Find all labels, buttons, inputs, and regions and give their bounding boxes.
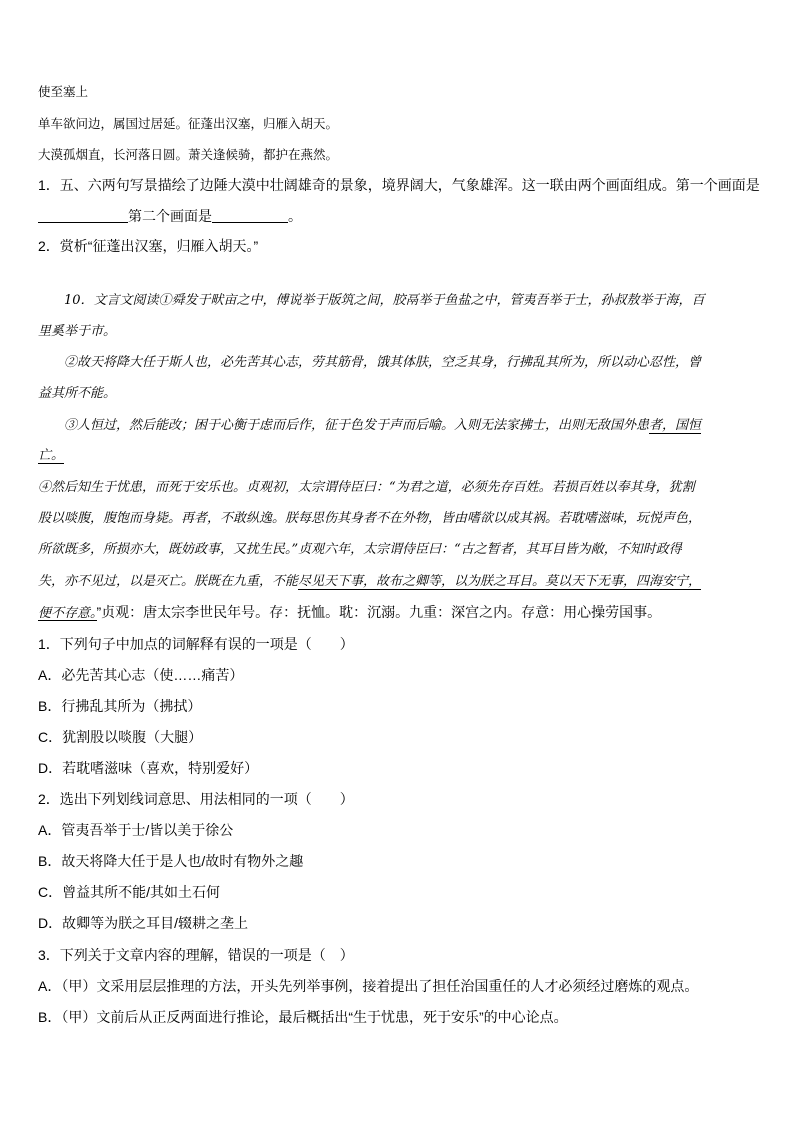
para-3-text: ③人恒过，然后能改；困于心衡于虑而后作，征于色发于声而后喻。入则无法家拂士，出则无敌国外患 <box>64 418 650 433</box>
poem-line-2: 大漠孤烟直，长河落日圆。萧关逢候骑，都护在燕然。 <box>38 147 339 162</box>
classical-para-4-line-5 <box>38 604 661 621</box>
glossary-notes: ”贞观：唐太宗李世民年号。存：抚恤。耽：沉溺。九重：深宫之内。存意：用心操劳国事。 <box>96 604 662 620</box>
question-1-stem: 1．下列句子中加点的词解释有误的一项是（ ） <box>38 636 354 652</box>
para-3-underlined: 者，国恒 <box>649 418 702 433</box>
para-4-underlined: 尽见天下事，故布之卿等，以为朕之耳目。莫以天下无事，四海安宁， <box>298 574 702 589</box>
classical-para-4-line-2: 股以啖腹，腹饱而身毙。再者，不敢纵逸。朕每思伤其身者不在外物，皆由嗜欲以成其祸。若耽嗜滋味，玩悦声色， <box>38 511 702 526</box>
classical-para-4-line-1: ④然后知生于忧患，而死于安乐也。贞观初，太宗谓侍臣曰：“为君之道，必须先存百姓。若损百姓以奉其身，犹割 <box>38 480 695 495</box>
answer-blank-1[interactable] <box>38 208 128 223</box>
question-2-option-c[interactable]: C．曾益其所不能/其如土石何 <box>38 884 220 900</box>
para-4-underlined-end: 便不存意。 <box>38 605 97 620</box>
poem-question-1-blanks <box>38 208 302 225</box>
poem-title: 使至塞上 <box>38 84 89 99</box>
question-2-option-a[interactable]: A．管夷吾举于士/皆以美于徐公 <box>38 822 234 838</box>
poem-question-2: 2．赏析“征蓬出汉塞，归雁入胡天。” <box>38 238 259 254</box>
poem-question-1: 1．五、六两句写景描绘了边陲大漠中壮阔雄奇的景象，境界阔大，气象雄浑。这一联由两个画面组成。第一个画面是 <box>38 177 760 193</box>
classical-para-3-line-1 <box>64 418 754 434</box>
classical-para-3-line-2 <box>38 448 64 464</box>
classical-intro-line-2: 里奚举于市。 <box>38 324 117 339</box>
classical-para-2-line-2: 益其所不能。 <box>38 386 117 401</box>
classical-intro-line-1: 10．文言文阅读①舜发于畎亩之中，傅说举于版筑之间，胶鬲举于鱼盐之中，管夷吾举于士，孙叔敖举于海，百 <box>64 293 705 308</box>
para-4-text: 失，亦不见过，以是灭亡。朕既在九重，不能 <box>38 574 299 589</box>
question-3-option-a[interactable]: A．（甲）文采用层层推理的方法，开头先列举事例，接着提出了担任治国重任的人才必须经过磨炼的观点。 <box>38 978 699 994</box>
para-3-underlined-end: 亡。 <box>38 448 65 463</box>
classical-para-4-line-3: 所欲既多，所损亦大，既妨政事，又扰生民。”贞观六年，太宗谓侍臣曰：“古之暂者，其耳目皆为敞，不知时政得 <box>38 542 682 557</box>
answer-blank-2[interactable] <box>212 208 288 223</box>
question-1-option-c[interactable]: C．犹割股以啖腹（大腿） <box>38 729 203 745</box>
question-end: 。 <box>288 208 302 224</box>
poem-line-1: 单车欲问边，属国过居延。征蓬出汉塞，归雁入胡天。 <box>38 116 339 131</box>
question-1-option-d[interactable]: D．若耽嗜滋味（喜欢，特别爱好） <box>38 760 259 776</box>
question-3-option-b[interactable]: B．（甲）文前后从正反两面进行推论，最后概括出“生于忧患，死于安乐”的中心论点。 <box>38 1009 568 1025</box>
question-1-option-b[interactable]: B．行拂乱其所为（拂拭） <box>38 698 202 714</box>
question-2-option-b[interactable]: B．故天将降大任于是人也/故时有物外之趣 <box>38 853 304 869</box>
classical-para-2-line-1: ②故天将降大任于斯人也，必先苦其心志，劳其筋骨，饿其体肤，空乏其身，行拂乱其所为，所以动心忍性，曾 <box>64 355 702 370</box>
question-1-option-a[interactable]: A．必先苦其心志（使……痛苦） <box>38 667 244 683</box>
question-2-option-d[interactable]: D．故卿等为朕之耳目/辍耕之垄上 <box>38 915 248 931</box>
classical-para-4-line-4 <box>38 574 756 590</box>
second-frame-label: 第二个画面是 <box>128 208 212 224</box>
question-3-stem: 3．下列关于文章内容的理解，错误的一项是（ ） <box>38 947 354 963</box>
question-2-stem: 2．选出下列划线词意思、用法相同的一项（ ） <box>38 791 354 807</box>
